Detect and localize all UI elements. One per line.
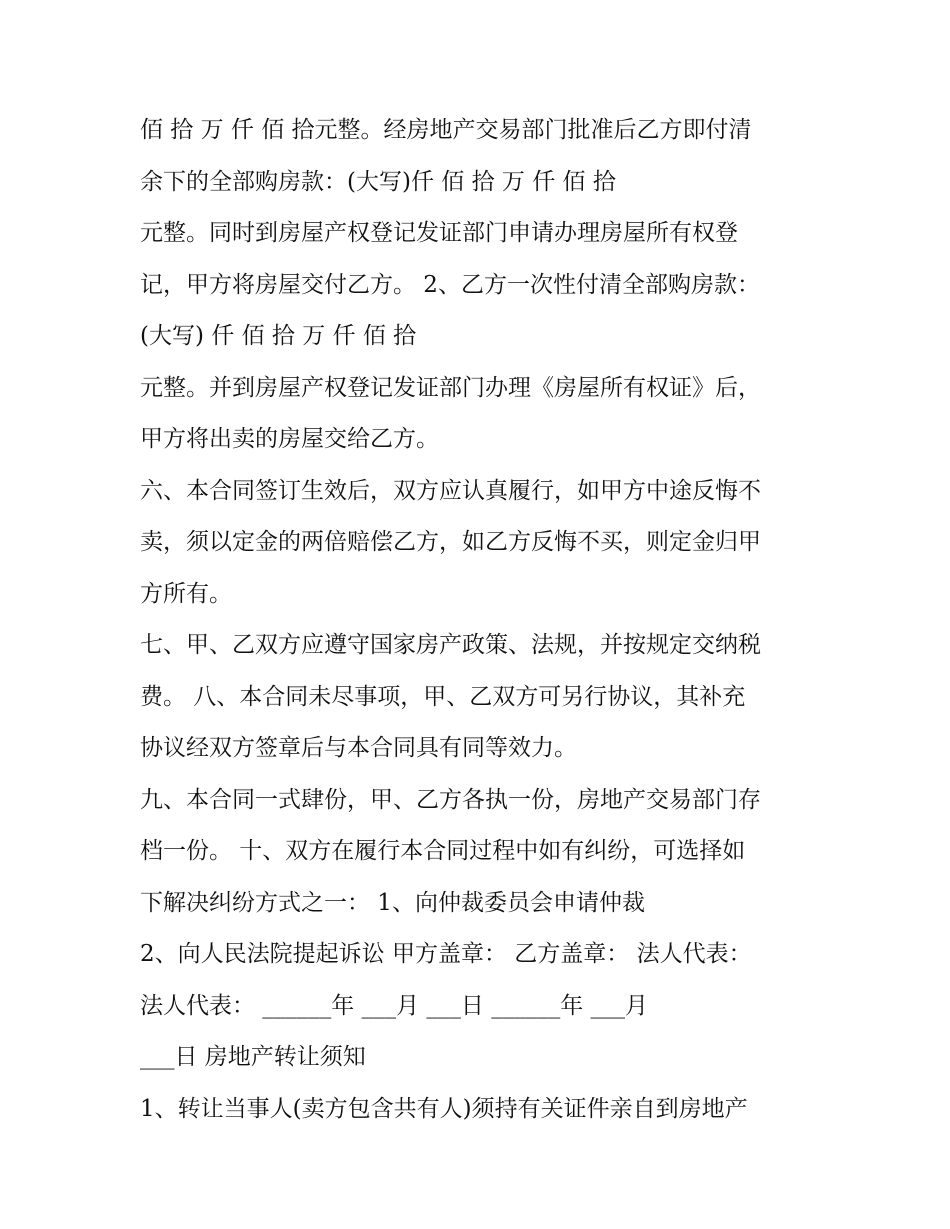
signature-line: 2、向人民法院提起诉讼 甲方盖章： 乙方盖章： 法人代表： <box>140 941 752 967</box>
text-line: 费。 八、本合同未尽事项，甲、乙双方可另行协议，其补充 <box>140 683 746 710</box>
date-line: 法人代表： ______年 ___月 ___日 ______年 ___月 <box>140 992 649 1019</box>
text-line: 协议经双方签章后与本合同具有同等效力。 <box>140 735 577 761</box>
text-line: 元整。并到房屋产权登记发证部门办理《房屋所有权证》后， <box>140 374 761 401</box>
text-line: 元整。同时到房屋产权登记发证部门申请办理房屋所有权登 <box>140 220 738 246</box>
text-line: 记，甲方将房屋交付乙方。 2、乙方一次性付清全部购房款： <box>140 271 760 298</box>
text-line: 1、转让当事人(卖方包含共有人)须持有关证件亲自到房地产 <box>140 1095 748 1122</box>
clause-seven-line: 七、甲、乙双方应遵守国家房产政策、法规，并按规定交纳税 <box>140 632 761 658</box>
contract-body-text <box>140 105 830 1135</box>
text-line: 甲方将出卖的房屋交给乙方。 <box>140 426 439 452</box>
clause-nine-line: 九、本合同一式肆份，甲、乙方各执一份，房地产交易部门存 <box>140 786 761 813</box>
text-line: (大写) 仟 佰 拾 万 仟 佰 拾 <box>140 323 417 349</box>
text-line: 卖，须以定金的两倍赔偿乙方，如乙方反悔不买，则定金归甲 <box>140 529 761 555</box>
text-line: 佰 拾 万 仟 佰 拾元整。经房地产交易部门批准后乙方即付清 <box>140 117 752 143</box>
text-line: 余下的全部购房款：(大写)仟 佰 拾 万 仟 佰 拾 <box>140 168 616 195</box>
text-line: 下解决纠纷方式之一： 1、向仲裁委员会申请仲裁 <box>140 889 645 916</box>
clause-six-line: 六、本合同签订生效后，双方应认真履行，如甲方中途反悔不 <box>140 477 761 504</box>
text-line: 方所有。 <box>140 580 232 607</box>
section-heading-line: ___日 房地产转让须知 <box>140 1044 366 1070</box>
text-line: 档一份。 十、双方在履行本合同过程中如有纠纷，可选择如 <box>140 838 746 864</box>
